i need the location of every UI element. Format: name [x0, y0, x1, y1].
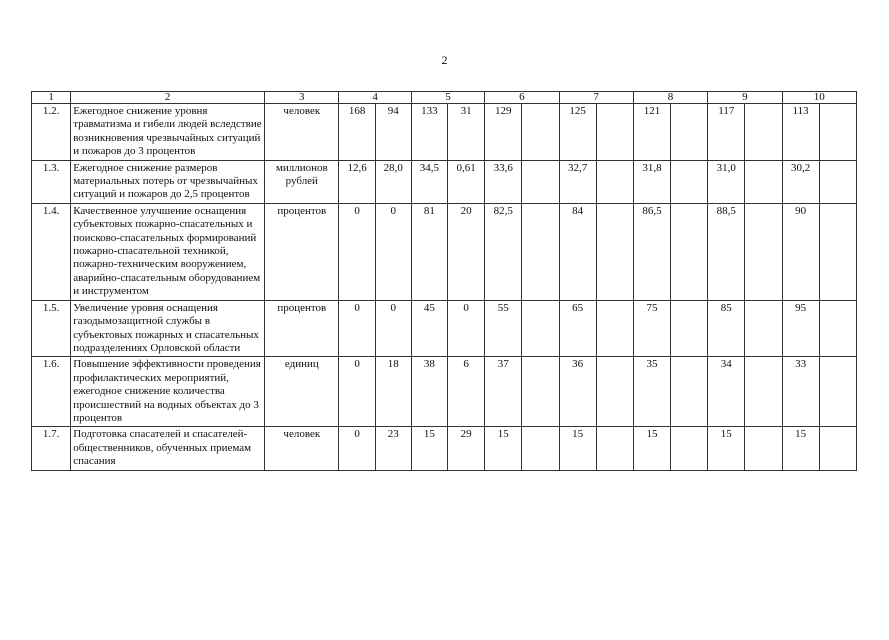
header-cell: 6 — [485, 92, 559, 104]
row-number-cell: 1.6. — [32, 357, 71, 427]
value-cell: 45 — [411, 300, 447, 357]
value-cell — [671, 160, 708, 203]
value-cell: 15 — [782, 427, 819, 470]
value-cell — [745, 104, 782, 161]
table-row — [32, 357, 857, 427]
value-cell — [671, 300, 708, 357]
value-cell: 0 — [339, 427, 375, 470]
header-cell: 4 — [339, 92, 411, 104]
unit-cell: единиц — [265, 357, 339, 427]
value-cell: 133 — [411, 104, 447, 161]
table-row — [32, 427, 857, 470]
value-cell: 31 — [448, 104, 485, 161]
indicator-description-cell: Подготовка спасателей и спасателей-общественников, обученных приемам спасания — [71, 427, 265, 470]
value-cell: 0,61 — [448, 160, 485, 203]
row-number-cell: 1.2. — [32, 104, 71, 161]
value-cell — [819, 300, 856, 357]
value-cell: 20 — [448, 203, 485, 300]
indicator-description-cell: Качественное улучшение оснащения субъектовых пожарно-спасательных и поисково-спасательных формирований пожарно-спасательной техникой, пожарно-техническим вооружением, аварийно-спасательным оборудованием и инструментом — [71, 203, 265, 300]
value-cell — [745, 427, 782, 470]
unit-cell: человек — [265, 104, 339, 161]
table-row — [32, 203, 857, 300]
value-cell — [819, 160, 856, 203]
value-cell: 15 — [633, 427, 670, 470]
value-cell: 0 — [375, 203, 411, 300]
value-cell — [522, 427, 559, 470]
value-cell: 90 — [782, 203, 819, 300]
value-cell: 82,5 — [485, 203, 522, 300]
value-cell: 23 — [375, 427, 411, 470]
value-cell: 0 — [339, 203, 375, 300]
unit-cell: человек — [265, 427, 339, 470]
value-cell — [596, 104, 633, 161]
value-cell: 95 — [782, 300, 819, 357]
value-cell — [522, 357, 559, 427]
value-cell: 88,5 — [708, 203, 745, 300]
value-cell — [671, 357, 708, 427]
value-cell — [819, 427, 856, 470]
value-cell — [522, 160, 559, 203]
value-cell: 35 — [633, 357, 670, 427]
row-number-cell: 1.5. — [32, 300, 71, 357]
unit-cell: миллионов рублей — [265, 160, 339, 203]
table-row — [32, 160, 857, 203]
value-cell — [671, 104, 708, 161]
value-cell: 84 — [559, 203, 596, 300]
value-cell — [596, 300, 633, 357]
value-cell — [522, 104, 559, 161]
row-number-cell: 1.4. — [32, 203, 71, 300]
header-row — [32, 92, 857, 104]
page-number: 2 — [441, 53, 448, 67]
value-cell: 117 — [708, 104, 745, 161]
value-cell — [745, 357, 782, 427]
table-row — [32, 300, 857, 357]
value-cell: 0 — [375, 300, 411, 357]
value-cell — [522, 300, 559, 357]
value-cell: 15 — [559, 427, 596, 470]
header-cell: 5 — [411, 92, 484, 104]
value-cell: 6 — [448, 357, 485, 427]
value-cell: 33,6 — [485, 160, 522, 203]
value-cell — [596, 357, 633, 427]
value-cell — [671, 203, 708, 300]
header-cell: 7 — [559, 92, 633, 104]
value-cell — [745, 160, 782, 203]
header-cell: 1 — [32, 92, 71, 104]
value-cell — [819, 203, 856, 300]
header-cell: 8 — [633, 92, 707, 104]
value-cell: 86,5 — [633, 203, 670, 300]
value-cell — [522, 203, 559, 300]
value-cell: 125 — [559, 104, 596, 161]
value-cell: 31,0 — [708, 160, 745, 203]
value-cell — [671, 427, 708, 470]
value-cell — [596, 160, 633, 203]
value-cell: 0 — [339, 300, 375, 357]
header-cell: 10 — [782, 92, 856, 104]
value-cell: 34,5 — [411, 160, 447, 203]
value-cell: 81 — [411, 203, 447, 300]
value-cell — [745, 203, 782, 300]
unit-cell: процентов — [265, 300, 339, 357]
value-cell: 12,6 — [339, 160, 375, 203]
value-cell: 0 — [448, 300, 485, 357]
table-row — [32, 104, 857, 161]
value-cell: 65 — [559, 300, 596, 357]
value-cell: 94 — [375, 104, 411, 161]
value-cell: 33 — [782, 357, 819, 427]
header-cell: 3 — [265, 92, 339, 104]
value-cell: 31,8 — [633, 160, 670, 203]
row-number-cell: 1.3. — [32, 160, 71, 203]
value-cell: 15 — [411, 427, 447, 470]
value-cell: 34 — [708, 357, 745, 427]
value-cell: 0 — [339, 357, 375, 427]
value-cell: 15 — [485, 427, 522, 470]
value-cell: 36 — [559, 357, 596, 427]
indicator-description-cell: Повышение эффективности проведения профилактических мероприятий, ежегодное снижение количества происшествий на водных объектах до 3 процентов — [71, 357, 265, 427]
value-cell — [596, 427, 633, 470]
row-number-cell: 1.7. — [32, 427, 71, 470]
header-cell: 2 — [71, 92, 265, 104]
value-cell: 15 — [708, 427, 745, 470]
value-cell: 28,0 — [375, 160, 411, 203]
value-cell: 30,2 — [782, 160, 819, 203]
header-cell: 9 — [708, 92, 782, 104]
indicator-description-cell: Увеличение уровня оснащения газодымозащитной службы в субъектовых пожарных и спасательных подразделениях Орловской области — [71, 300, 265, 357]
value-cell: 75 — [633, 300, 670, 357]
value-cell: 29 — [448, 427, 485, 470]
value-cell: 129 — [485, 104, 522, 161]
value-cell: 113 — [782, 104, 819, 161]
value-cell: 55 — [485, 300, 522, 357]
value-cell — [596, 203, 633, 300]
value-cell: 121 — [633, 104, 670, 161]
value-cell — [745, 300, 782, 357]
indicator-description-cell: Ежегодное снижение размеров материальных потерь от чрезвычайных ситуаций и пожаров до 2,5 процентов — [71, 160, 265, 203]
indicators-table — [31, 91, 857, 471]
value-cell: 168 — [339, 104, 375, 161]
unit-cell: процентов — [265, 203, 339, 300]
value-cell: 38 — [411, 357, 447, 427]
value-cell: 18 — [375, 357, 411, 427]
value-cell — [819, 357, 856, 427]
value-cell: 85 — [708, 300, 745, 357]
value-cell: 37 — [485, 357, 522, 427]
indicator-description-cell: Ежегодное снижение уровня травматизма и гибели людей вследствие возникновения чрезвычайных ситуаций и пожаров до 3 процентов — [71, 104, 265, 161]
value-cell: 32,7 — [559, 160, 596, 203]
value-cell — [819, 104, 856, 161]
